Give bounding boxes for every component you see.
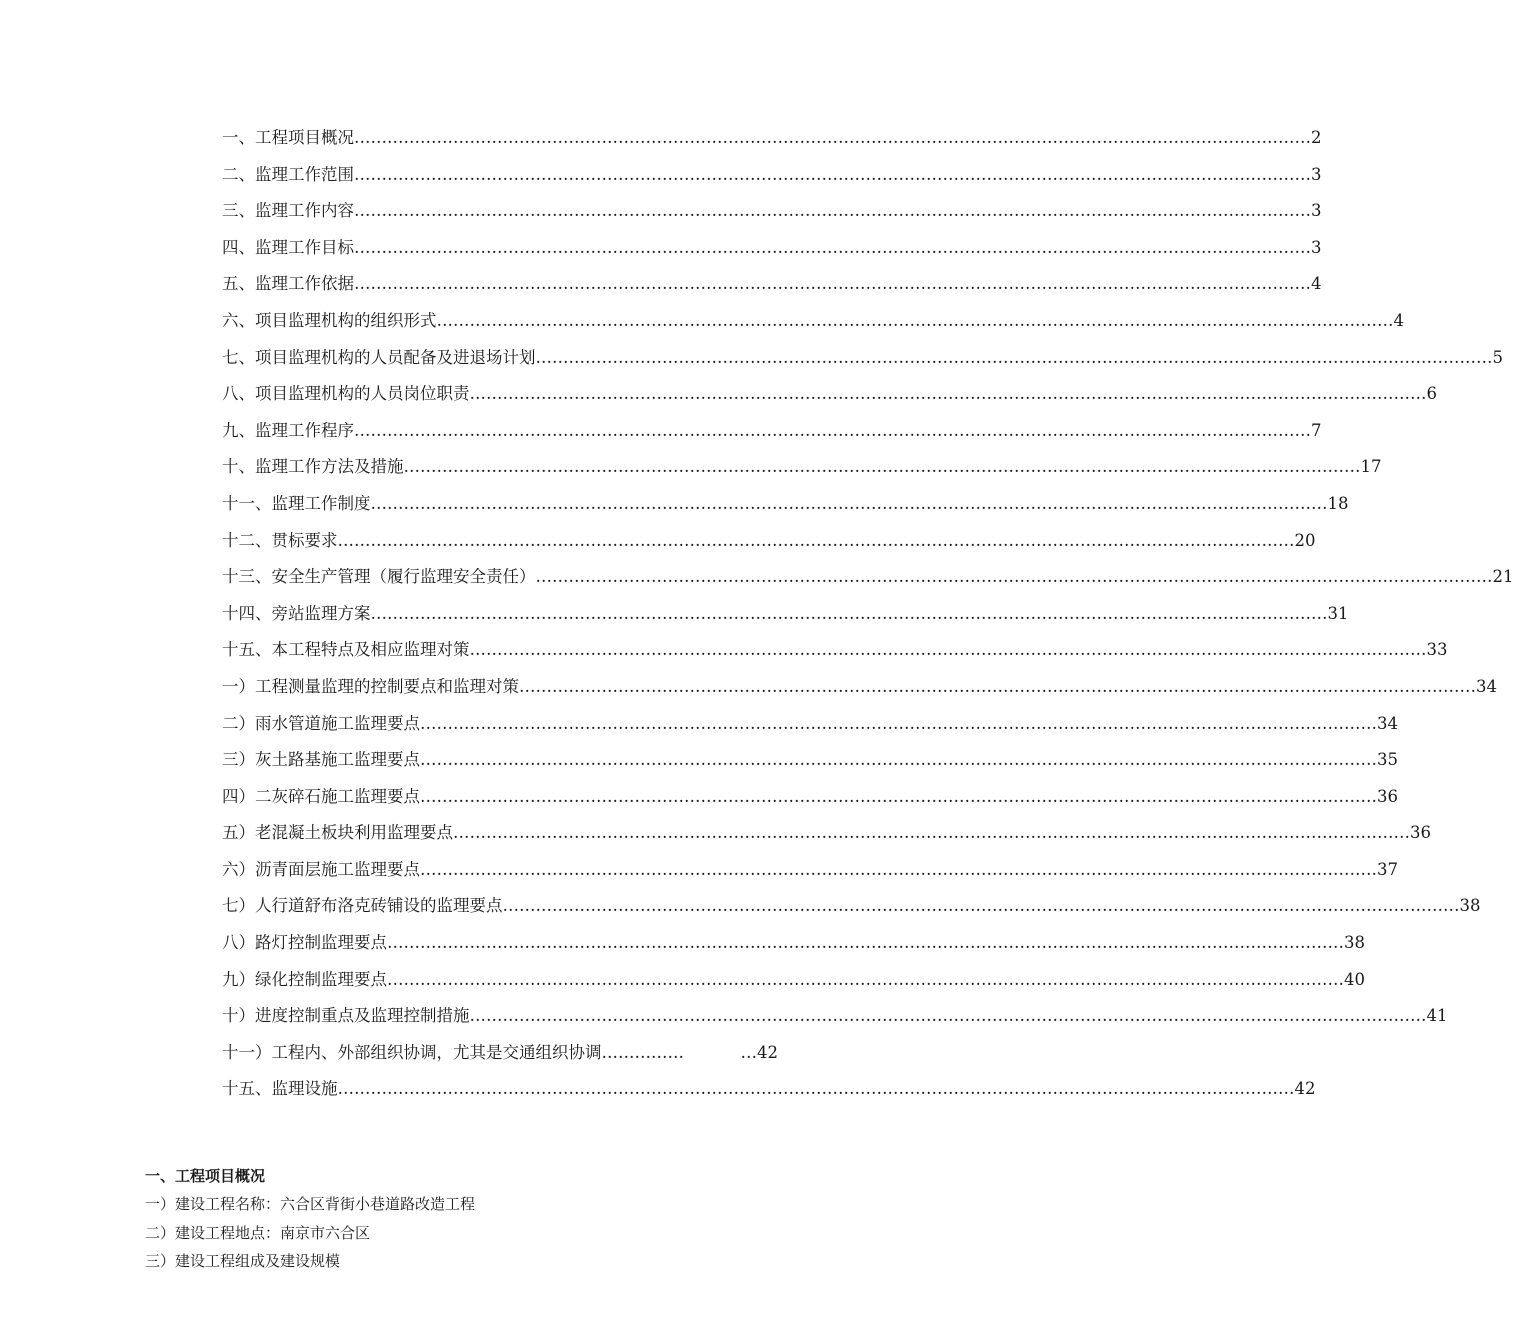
toc-leader-dots: … [740, 1042, 757, 1062]
toc-entry-title: 四、监理工作目标 [222, 237, 354, 257]
toc-entry [222, 120, 1322, 157]
toc-entry [222, 998, 1448, 1035]
toc-entry-title: 九、监理工作程序 [222, 420, 354, 440]
toc-entry-title: 六）沥青面层施工监理要点 [222, 859, 420, 879]
section-line: 三）建设工程组成及建设规模 [145, 1252, 341, 1270]
toc-entry [222, 632, 1448, 669]
toc-leader-dots: ………………………………………………………………………………………………………………………………………………………… [420, 750, 1377, 770]
section-project-overview [145, 1162, 845, 1276]
toc-entry-page: 35 [1377, 750, 1398, 770]
toc-entry-title: 十一）工程内、外部组织协调，尤其是交通组织协调 [222, 1042, 602, 1062]
toc-leader-dots: ………………………………………………………………………………………………………………………………………………………… [403, 457, 1361, 477]
toc-entry-title: 六、项目监理机构的组织形式 [222, 310, 437, 330]
toc-entry [222, 486, 1349, 523]
toc-entry-page: 42 [757, 1042, 778, 1062]
toc-leader-dots: ………………………………………………………………………………………………………………………………………………………… [420, 786, 1377, 806]
toc-entry-page: 3 [1311, 237, 1322, 257]
toc-entry [222, 413, 1322, 450]
toc-entry-title: 二、监理工作范围 [222, 164, 354, 184]
toc-entry-page: 41 [1426, 1006, 1448, 1026]
toc-entry-page: 38 [1459, 896, 1481, 916]
section-heading: 一、工程项目概况 [145, 1167, 266, 1185]
toc-leader-dots: ………………………………………………………………………………………………………………………………………………………… [337, 530, 1295, 550]
toc-entry-title: 十、监理工作方法及措施 [222, 457, 404, 477]
toc-entry-title: 二）雨水管道施工监理要点 [222, 713, 420, 733]
toc-leader-dots: ………………………………………………………………………………………………………………………………………………………… [337, 1079, 1295, 1099]
toc-entry-title: 十）进度控制重点及监理控制措施 [222, 1006, 470, 1026]
toc-leader-dots: ………………………………………………………………………………………………………………………………………………………… [502, 896, 1460, 916]
toc-entry [222, 1071, 1316, 1108]
toc-leader-dots: ………………………………………………………………………………………………………………………………………………………… [420, 713, 1377, 733]
toc-entry-page: 20 [1294, 530, 1316, 550]
toc-entry [222, 303, 1404, 340]
toc-entry [222, 596, 1349, 633]
toc-entry-page: 34 [1377, 713, 1398, 733]
toc-entry-page: 36 [1377, 786, 1398, 806]
toc-entry-page: 4 [1393, 310, 1404, 330]
toc-entry-page: 3 [1311, 164, 1322, 184]
toc-entry [222, 852, 1398, 889]
toc-entry [222, 1035, 778, 1072]
toc-entry [222, 523, 1316, 560]
toc-leader-dots: ………………………………………………………………………………………………………………………………………………………… [535, 347, 1493, 367]
toc-entry [222, 962, 1365, 999]
toc-entry-title: 三）灰土路基施工监理要点 [222, 750, 420, 770]
toc-entry-title: 十三、安全生产管理（履行监理安全责任） [222, 567, 536, 587]
toc-leader-dots: ………………………………………………………………………………………………………………………………………………………… [354, 201, 1311, 221]
toc-entry-title: 七）人行道舒布洛克砖铺设的监理要点 [222, 896, 503, 916]
toc-entry-page: 31 [1327, 603, 1349, 623]
toc-entry [222, 230, 1322, 267]
toc-entry-title: 五）老混凝土板块利用监理要点 [222, 823, 453, 843]
toc-entry [222, 706, 1398, 743]
toc-entry-title: 四）二灰碎石施工监理要点 [222, 786, 420, 806]
toc-leader-dots: …………… [601, 1042, 684, 1062]
toc-leader-dots: ………………………………………………………………………………………………………………………………………………………… [420, 859, 1377, 879]
toc-leader-dots: ………………………………………………………………………………………………………………………………………………………… [387, 933, 1344, 953]
toc-entry-title: 十五、监理设施 [222, 1079, 338, 1099]
toc-leader-dots: ………………………………………………………………………………………………………………………………………………………… [453, 823, 1410, 843]
toc-leader-dots: ………………………………………………………………………………………………………………………………………………………… [469, 384, 1427, 404]
toc-entry [222, 888, 1481, 925]
toc-entry-page: 6 [1426, 384, 1437, 404]
toc-entry-page: 42 [1294, 1079, 1316, 1099]
toc-leader-dots: ………………………………………………………………………………………………………………………………………………………… [469, 640, 1427, 660]
toc-entry-page: 34 [1476, 676, 1497, 696]
toc-entry-page: 3 [1311, 201, 1322, 221]
toc-entry-page: 5 [1492, 347, 1503, 367]
toc-entry-page: 7 [1311, 420, 1322, 440]
toc-leader-dots: ………………………………………………………………………………………………………………………………………………………… [354, 164, 1311, 184]
toc-leader-dots: ………………………………………………………………………………………………………………………………………………………… [436, 310, 1394, 330]
toc-entry [222, 449, 1382, 486]
toc-entry-title: 七、项目监理机构的人员配备及进退场计划 [222, 347, 536, 367]
toc-entry [222, 193, 1322, 230]
toc-entry-page: 17 [1360, 457, 1382, 477]
toc-entry-page: 38 [1344, 933, 1365, 953]
toc-leader-dots: ………………………………………………………………………………………………………………………………………………………… [519, 676, 1476, 696]
toc-entry-page: 4 [1311, 274, 1322, 294]
toc-entry-title: 五、监理工作依据 [222, 274, 354, 294]
toc-leader-dots: ………………………………………………………………………………………………………………………………………………………… [469, 1006, 1427, 1026]
toc-entry-title: 三、监理工作内容 [222, 201, 354, 221]
toc-entry-title: 十四、旁站监理方案 [222, 603, 371, 623]
toc-leader-dots: ………………………………………………………………………………………………………………………………………………………… [354, 420, 1311, 440]
toc-entry [222, 742, 1398, 779]
toc-entry-title: 一）工程测量监理的控制要点和监理对策 [222, 676, 519, 696]
toc-entry [222, 815, 1431, 852]
toc-leader-dots: ………………………………………………………………………………………………………………………………………………………… [370, 493, 1328, 513]
toc-entry-title: 八、项目监理机构的人员岗位职责 [222, 384, 470, 404]
toc-entry [222, 925, 1365, 962]
toc-entry-page: 18 [1327, 493, 1349, 513]
toc-entry-page: 21 [1492, 567, 1514, 587]
toc-leader-dots: ………………………………………………………………………………………………………………………………………………………… [370, 603, 1328, 623]
toc-entry [222, 559, 1514, 596]
toc-entry [222, 779, 1398, 816]
toc-entry-page: 2 [1311, 128, 1322, 147]
table-of-contents [222, 120, 1514, 1108]
toc-entry [222, 157, 1322, 194]
toc-entry [222, 376, 1437, 413]
toc-entry-page: 33 [1426, 640, 1448, 660]
toc-leader-dots: ………………………………………………………………………………………………………………………………………………………… [387, 969, 1344, 989]
toc-leader-dots: ………………………………………………………………………………………………………………………………………………………… [354, 274, 1311, 294]
toc-entry-title: 九）绿化控制监理要点 [222, 969, 387, 989]
toc-entry-page: 37 [1377, 859, 1398, 879]
toc-entry-page: 40 [1344, 969, 1365, 989]
toc-entry-page: 36 [1410, 823, 1431, 843]
toc-entry-title: 十五、本工程特点及相应监理对策 [222, 640, 470, 660]
toc-entry-title: 十一、监理工作制度 [222, 493, 371, 513]
toc-entry-title: 一、工程项目概况 [222, 128, 354, 147]
toc-entry [222, 266, 1322, 303]
toc-leader-dots: ………………………………………………………………………………………………………………………………………………………… [354, 128, 1311, 147]
toc-entry-title: 十二、贯标要求 [222, 530, 338, 550]
section-line: 二）建设工程地点：南京市六合区 [145, 1223, 371, 1242]
toc-entry-title: 八）路灯控制监理要点 [222, 933, 387, 953]
toc-entry [222, 340, 1503, 377]
toc-entry [222, 669, 1497, 706]
toc-leader-dots: ………………………………………………………………………………………………………………………………………………………… [535, 567, 1493, 587]
toc-leader-dots: ………………………………………………………………………………………………………………………………………………………… [354, 237, 1311, 257]
section-line: 一）建设工程名称：六合区背街小巷道路改造工程 [145, 1195, 476, 1213]
